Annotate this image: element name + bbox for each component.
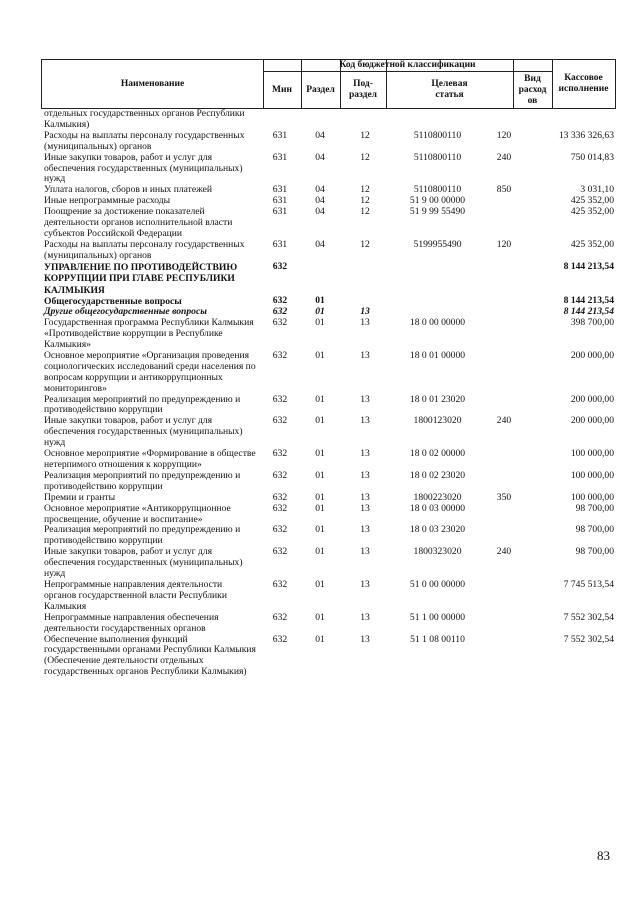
cell-name: Расходы на выплаты персоналу государственных (муниципальных) органов	[44, 238, 245, 261]
cell-cel: 51 9 99 55490	[409, 206, 466, 218]
cell-sum: 100 000,00	[570, 491, 614, 503]
cell-razdel: 01	[315, 415, 325, 427]
cell-sum: 8 144 213,54	[563, 294, 614, 306]
table-row	[44, 547, 614, 580]
cell-name: Непрограммные направления деятельности органов государственной власти Республики Калмыкия	[44, 578, 227, 612]
cell-pod: 13	[360, 393, 370, 405]
cell-razdel: 04	[315, 129, 325, 141]
cell-min: 632	[272, 349, 288, 361]
cell-pod: 13	[360, 524, 370, 536]
cell-pod: 13	[360, 502, 370, 514]
cell-name: Реализация мероприятий по предупреждению и противодействию коррупции	[44, 469, 241, 492]
cell-sum: 200 000,00	[570, 349, 614, 361]
cell-razdel: 04	[315, 195, 325, 207]
cell-razdel: 01	[315, 633, 325, 645]
table-row	[44, 318, 614, 351]
cell-vid: 850	[496, 184, 512, 196]
cell-min: 631	[272, 151, 288, 163]
table-body	[44, 109, 614, 678]
cell-pod: 13	[360, 349, 370, 361]
cell-min: 632	[272, 306, 288, 318]
header-budget-classification: Код бюджетной классификации	[339, 60, 476, 70]
cell-vid: 240	[496, 151, 512, 163]
cell-sum: 100 000,00	[570, 469, 614, 481]
cell-sum: 7 552 302,54	[563, 611, 614, 623]
cell-razdel: 01	[315, 469, 325, 481]
table-row	[44, 504, 614, 526]
cell-sum: 750 014,83	[570, 151, 614, 163]
table-row	[44, 416, 614, 449]
cell-sum: 98 700,00	[575, 502, 614, 514]
cell-cel: 18 0 02 00000	[409, 448, 466, 460]
cell-name: Иные закупки товаров, работ и услуг для обеспечения государственных (муниципальных) нужд	[44, 415, 243, 449]
cell-sum: 3 031,10	[580, 184, 614, 196]
table-row	[44, 525, 614, 547]
cell-name: Иные закупки товаров, работ и услуг для обеспечения государственных (муниципальных) нужд	[44, 151, 243, 185]
cell-min: 632	[272, 260, 288, 272]
cell-min: 632	[272, 448, 288, 460]
cell-pod: 13	[360, 448, 370, 460]
header-name: Наименование	[120, 78, 185, 89]
cell-cel: 51 1 08 00110	[410, 633, 465, 645]
cell-pod: 13	[360, 306, 370, 318]
cell-razdel: 04	[315, 238, 325, 250]
table-row	[44, 351, 614, 395]
cell-razdel: 01	[315, 611, 325, 623]
cell-cel: 1800223020	[413, 491, 462, 503]
cell-razdel: 01	[315, 502, 325, 514]
cell-min: 632	[272, 502, 288, 514]
cell-min: 632	[272, 294, 288, 306]
table-row	[44, 613, 614, 635]
cell-name: Иные закупки товаров, работ и услуг для обеспечения государственных (муниципальных) нужд	[44, 546, 243, 580]
cell-name: УПРАВЛЕНИЕ ПО ПРОТИВОДЕЙСТВИЮ КОРРУПЦИИ ПРИ ГЛАВЕ РЕСПУБЛИКИ КАЛМЫКИЯ	[44, 261, 238, 296]
cell-name: Государственная программа Республики Калмыкия «Противодействие коррупции в Республике Калмыкия»	[44, 317, 254, 351]
cell-pod: 12	[360, 184, 370, 196]
cell-razdel: 01	[315, 578, 325, 590]
cell-name: Основное мероприятие «Формирование в обществе нетерпимого отношения к коррупции»	[44, 448, 256, 470]
cell-cel: 18 0 03 00000	[409, 502, 466, 514]
cell-pod: 12	[360, 206, 370, 218]
cell-name: Премии и гранты	[44, 491, 116, 503]
cell-pod: 13	[360, 317, 370, 329]
header-vid: Вид расход ов	[518, 73, 547, 106]
header-podrazdel: Под- раздел	[348, 79, 378, 100]
cell-pod: 12	[360, 151, 370, 163]
table-row	[44, 395, 614, 417]
cell-vid: 120	[496, 129, 512, 141]
cell-razdel: 01	[315, 306, 325, 318]
cell-vid: 350	[496, 491, 512, 503]
cell-cel: 5110800110	[413, 151, 462, 163]
cell-min: 631	[272, 206, 288, 218]
cell-sum: 398 700,00	[570, 317, 614, 329]
table-row	[44, 262, 614, 296]
cell-razdel: 01	[315, 448, 325, 460]
cell-razdel: 01	[315, 393, 325, 405]
cell-name: Общегосударственные вопросы	[44, 295, 182, 307]
cell-name: Обеспечение выполнения функций государственными органами Республики Калмыкия (Обеспечение деятельности отдельных государственных органов Республики Калмыкия)	[44, 633, 256, 678]
cell-min: 631	[272, 129, 288, 141]
cell-name: Реализация мероприятий по предупреждению и противодействию коррупции	[44, 393, 241, 416]
header-min: Мин	[272, 84, 292, 95]
cell-razdel: 04	[315, 151, 325, 163]
table-row	[44, 471, 614, 493]
cell-cel: 18 0 03 23020	[409, 524, 466, 536]
cell-razdel: 01	[315, 349, 325, 361]
table-row	[44, 207, 614, 240]
cell-pod: 13	[360, 491, 370, 503]
cell-vid: 240	[496, 546, 512, 558]
cell-razdel: 01	[315, 491, 325, 503]
cell-name: Уплата налогов, сборов и иных платежей	[44, 184, 213, 196]
cell-razdel: 01	[315, 317, 325, 329]
table-row	[44, 153, 614, 186]
cell-pod: 12	[360, 129, 370, 141]
cell-vid: 240	[496, 415, 512, 427]
cell-pod: 13	[360, 611, 370, 623]
cell-cel: 1800323020	[413, 546, 462, 558]
cell-pod: 13	[360, 546, 370, 558]
table-row	[44, 449, 614, 471]
cell-sum: 7 745 513,54	[563, 578, 614, 590]
cell-cel: 5199955490	[413, 238, 462, 250]
cell-razdel: 04	[315, 206, 325, 218]
cell-pod: 13	[360, 633, 370, 645]
cell-cel: 1800123020	[413, 415, 462, 427]
cell-razdel: 01	[315, 294, 325, 306]
cell-pod: 12	[360, 195, 370, 207]
page-number: 83	[597, 848, 610, 863]
cell-min: 632	[272, 546, 288, 558]
cell-name: отдельных государственных органов Республики Калмыкия)	[44, 108, 245, 130]
cell-name: Основное мероприятие «Антикоррупционное просвещение, обучение и воспитание»	[44, 502, 231, 525]
cell-name: Основное мероприятие «Организация проведения социологических исследований среди населения по вопросам коррупции и антикоррупционных мониторингов»	[44, 349, 256, 394]
cell-sum: 200 000,00	[570, 393, 614, 405]
cell-name: Иные непрограммные расходы	[44, 195, 171, 207]
cell-sum: 98 700,00	[575, 524, 614, 536]
cell-min: 632	[272, 524, 288, 536]
cell-min: 631	[272, 184, 288, 196]
cell-sum: 425 352,00	[570, 206, 614, 218]
cell-cel: 18 0 00 00000	[409, 317, 466, 329]
cell-name: Поощрение за достижение показателей деятельности органов исполнительной власти субъектов Российской Федерации	[44, 206, 233, 239]
table-header	[41, 59, 616, 109]
cell-min: 632	[272, 317, 288, 329]
cell-name: Реализация мероприятий по предупреждению и противодействию коррупции	[44, 524, 241, 547]
cell-min: 632	[272, 469, 288, 481]
cell-sum: 200 000,00	[570, 415, 614, 427]
cell-min: 632	[272, 393, 288, 405]
table-row	[44, 580, 614, 613]
cell-pod: 13	[360, 578, 370, 590]
cell-sum: 100 000,00	[570, 448, 614, 460]
cell-cel: 18 0 01 23020	[409, 393, 466, 405]
table-row	[44, 131, 614, 153]
cell-min: 631	[272, 238, 288, 250]
cell-vid: 120	[496, 238, 512, 250]
table-row	[44, 240, 614, 262]
cell-min: 632	[272, 633, 288, 645]
cell-min: 631	[272, 195, 288, 207]
cell-pod: 13	[360, 415, 370, 427]
cell-cel: 51 0 00 00000	[409, 578, 466, 590]
cell-cel: 5110800110	[413, 129, 462, 141]
table-row	[44, 109, 614, 131]
table-row	[44, 493, 614, 504]
cell-min: 632	[272, 415, 288, 427]
header-kassovoe: Кассовое исполнение	[558, 73, 609, 94]
table-row	[44, 635, 614, 679]
header-celevaya: Целевая статья	[431, 79, 468, 100]
cell-sum: 425 352,00	[570, 195, 614, 207]
cell-min: 632	[272, 578, 288, 590]
cell-sum: 98 700,00	[575, 546, 614, 558]
cell-cel: 51 9 00 00000	[409, 195, 466, 207]
cell-razdel: 01	[315, 546, 325, 558]
cell-sum: 13 336 326,63	[558, 129, 614, 141]
cell-sum: 8 144 213,54	[563, 306, 614, 318]
cell-min: 632	[272, 611, 288, 623]
cell-cel: 5110800110	[413, 184, 462, 196]
cell-sum: 425 352,00	[570, 238, 614, 250]
cell-razdel: 04	[315, 184, 325, 196]
cell-sum: 7 552 302,54	[563, 633, 614, 645]
cell-name: Расходы на выплаты персоналу государственных (муниципальных) органов	[44, 129, 245, 152]
cell-razdel: 01	[315, 524, 325, 536]
cell-cel: 18 0 01 00000	[409, 349, 466, 361]
cell-pod: 13	[360, 469, 370, 481]
cell-min: 632	[272, 491, 288, 503]
cell-name: Непрограммные направления обеспечения деятельности государственных органов	[44, 611, 219, 634]
cell-name: Другие общегосударственные вопросы	[44, 306, 207, 318]
cell-pod: 12	[360, 238, 370, 250]
cell-cel: 18 0 02 23020	[409, 469, 466, 481]
cell-cel: 51 1 00 00000	[409, 611, 466, 623]
cell-sum: 8 144 213,54	[563, 260, 614, 272]
header-razdel: Раздел	[306, 84, 335, 95]
